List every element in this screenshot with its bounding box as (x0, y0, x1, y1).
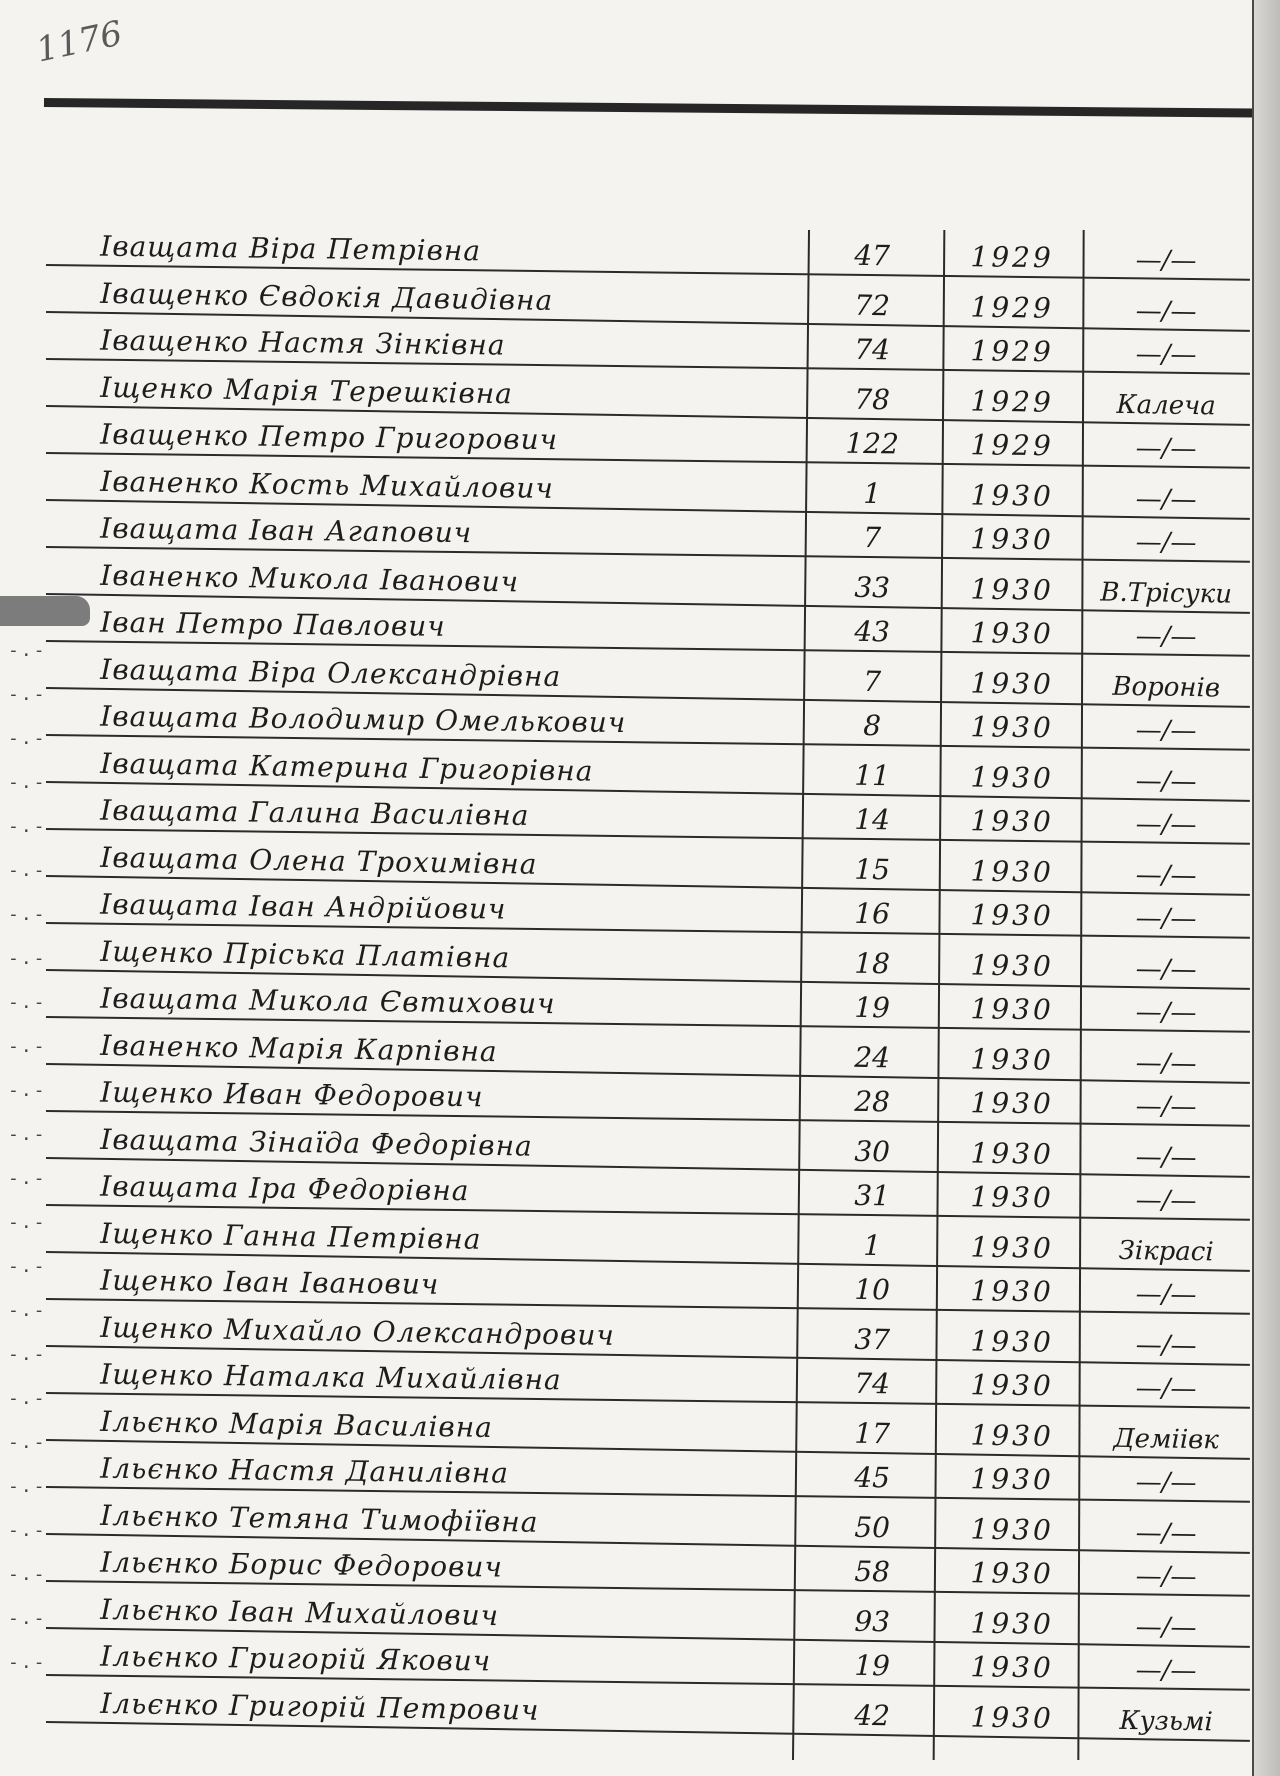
person-name: Ільєнко Настя Данилівна (100, 1451, 510, 1490)
record-year: 1930 (970, 1086, 1055, 1121)
record-year: 1930 (970, 616, 1055, 651)
person-name: Іваненко Микола Іванович (100, 558, 520, 599)
margin-dash: -.- (8, 1080, 47, 1101)
record-year: 1930 (970, 1368, 1055, 1403)
record-number: 37 (854, 1322, 891, 1357)
record-note: —/— (1135, 997, 1197, 1029)
record-note: В.Трісуки (1100, 577, 1233, 610)
record-number: 78 (854, 382, 891, 417)
record-year: 1929 (970, 334, 1055, 369)
record-number: 18 (854, 946, 891, 981)
record-note: —/— (1135, 339, 1197, 371)
record-number: 93 (854, 1604, 891, 1639)
margin-dash: -.- (8, 1168, 47, 1189)
person-name: Іващенко Євдокія Давидівна (100, 276, 554, 317)
record-year: 1930 (970, 992, 1055, 1027)
record-note: —/— (1135, 296, 1197, 328)
person-name: Іващата Галина Василівна (100, 793, 530, 832)
person-name: Ільєнко Борис Федорович (100, 1545, 504, 1584)
record-number: 72 (854, 288, 891, 323)
person-name: Іващата Іван Агапович (100, 511, 473, 550)
record-year: 1930 (970, 1042, 1055, 1077)
person-name: Іщенко Ганна Петрівна (100, 1216, 482, 1256)
margin-dash: -.- (8, 1520, 47, 1541)
record-year: 1930 (970, 572, 1055, 607)
record-year: 1930 (970, 760, 1055, 795)
person-name: Ільєнко Марія Василівна (100, 1404, 494, 1445)
margin-dash: -.- (8, 904, 47, 925)
margin-dash: -.- (8, 1564, 47, 1585)
record-number: 30 (854, 1134, 891, 1169)
margin-dash: -.- (8, 684, 47, 705)
record-number: 74 (854, 1366, 891, 1401)
record-note: —/— (1135, 809, 1197, 841)
record-number: 19 (854, 990, 891, 1025)
record-note: —/— (1135, 1048, 1197, 1080)
record-year: 1930 (970, 1556, 1055, 1591)
record-note: Калеча (1116, 389, 1217, 422)
person-name: Ільєнко Григорій Якович (100, 1639, 492, 1678)
record-note: —/— (1135, 860, 1197, 892)
margin-dash: -.- (8, 772, 47, 793)
margin-dash: -.- (8, 1300, 47, 1321)
margin-dash: -.- (8, 992, 47, 1013)
person-name: Ільєнко Тетяна Тимофіївна (100, 1498, 539, 1539)
record-note: —/— (1135, 1373, 1197, 1405)
record-note: Кузьмі (1119, 1705, 1214, 1738)
record-year: 1930 (970, 1462, 1055, 1497)
person-name: Іващата Іван Андрійович (100, 887, 507, 926)
person-name: Іващата Віра Петрівна (100, 229, 482, 268)
record-note: Зікрасі (1118, 1235, 1214, 1268)
record-note: Деміівк (1113, 1423, 1220, 1456)
person-name: Іващата Іра Федорівна (100, 1169, 470, 1208)
record-number: 7 (863, 664, 882, 699)
record-number: 28 (854, 1084, 891, 1119)
record-number: 8 (863, 708, 882, 743)
record-year: 1930 (970, 1274, 1055, 1309)
record-year: 1930 (970, 478, 1055, 513)
record-year: 1930 (970, 1700, 1055, 1735)
record-year: 1930 (970, 522, 1055, 557)
record-year: 1930 (970, 1418, 1055, 1453)
record-note: —/— (1135, 954, 1197, 986)
person-name: Іваненко Кость Михайлович (100, 464, 555, 505)
person-name: Іщенко Марія Терешківна (100, 370, 514, 411)
record-year: 1929 (970, 240, 1055, 275)
record-note: —/— (1135, 1561, 1197, 1593)
person-name: Іщенко Михайло Олександрович (100, 1310, 616, 1352)
margin-dash: -.- (8, 1652, 47, 1673)
page-number: 1176 (32, 13, 126, 71)
person-name: Іващата Микола Євтихович (100, 981, 556, 1021)
record-year: 1930 (970, 854, 1055, 889)
margin-dash: -.- (8, 1212, 47, 1233)
record-number: 7 (863, 520, 882, 555)
margin-dash: -.- (8, 816, 47, 837)
record-year: 1930 (970, 1606, 1055, 1641)
record-number: 43 (854, 614, 891, 649)
record-number: 17 (854, 1416, 891, 1451)
record-note: —/— (1135, 1185, 1197, 1217)
record-number: 10 (854, 1272, 891, 1307)
record-note: —/— (1135, 621, 1197, 653)
margin-dash: -.- (8, 1344, 47, 1365)
record-year: 1929 (970, 290, 1055, 325)
record-year: 1930 (970, 1650, 1055, 1685)
margin-dash: -.- (8, 948, 47, 969)
margin-dash: -.- (8, 1388, 47, 1409)
record-note: —/— (1135, 527, 1197, 559)
person-name: Іващата Віра Олександрівна (100, 652, 562, 694)
record-note: —/— (1135, 1279, 1197, 1311)
record-year: 1930 (970, 1230, 1055, 1265)
record-note: —/— (1135, 1142, 1197, 1174)
margin-dash: -.- (8, 1608, 47, 1629)
person-name: Іващата Катерина Григорівна (100, 746, 594, 788)
record-note: —/— (1135, 245, 1197, 277)
record-number: 1 (863, 476, 882, 511)
record-note: —/— (1135, 903, 1197, 935)
person-name: Іщенко Пріська Платівна (100, 934, 511, 975)
margin-dash: -.- (8, 1256, 47, 1277)
record-number: 122 (845, 426, 900, 461)
person-name: Іщенко Іван Іванович (100, 1263, 440, 1301)
margin-dash: -.- (8, 1036, 47, 1057)
record-number: 11 (854, 758, 891, 793)
person-name: Ільєнко Іван Михайлович (100, 1592, 500, 1633)
person-name: Іващата Олена Трохимівна (100, 840, 538, 881)
person-name: Іван Петро Павлович (100, 605, 446, 643)
record-year: 1930 (970, 1180, 1055, 1215)
person-name: Іващата Зінаїда Федорівна (100, 1122, 534, 1163)
record-number: 50 (854, 1510, 891, 1545)
record-year: 1930 (970, 666, 1055, 701)
person-name: Іващата Володимир Омелькович (100, 699, 627, 740)
person-name: Іваненко Марія Карпівна (100, 1028, 498, 1069)
record-note: —/— (1135, 1467, 1197, 1499)
person-name: Іващенко Настя Зінківна (100, 323, 506, 362)
record-year: 1930 (970, 804, 1055, 839)
record-note: —/— (1135, 766, 1197, 798)
margin-dash: -.- (8, 640, 47, 661)
record-year: 1930 (970, 1136, 1055, 1171)
person-name: Ільєнко Григорій Петрович (100, 1686, 540, 1727)
record-number: 16 (854, 896, 891, 931)
record-year: 1930 (970, 1324, 1055, 1359)
record-year: 1930 (970, 898, 1055, 933)
record-year: 1929 (970, 384, 1055, 419)
record-year: 1929 (970, 428, 1055, 463)
record-number: 45 (854, 1460, 891, 1495)
record-year: 1930 (970, 1512, 1055, 1547)
record-note: —/— (1135, 715, 1197, 747)
record-number: 33 (854, 570, 891, 605)
record-number: 47 (854, 238, 891, 273)
record-note: —/— (1135, 1655, 1197, 1687)
record-number: 1 (863, 1228, 882, 1263)
record-year: 1930 (970, 948, 1055, 983)
record-number: 42 (854, 1698, 891, 1733)
record-note: —/— (1135, 1612, 1197, 1644)
record-note: —/— (1135, 484, 1197, 516)
record-number: 31 (854, 1178, 891, 1213)
margin-dash: -.- (8, 1476, 47, 1497)
margin-dash: -.- (8, 1432, 47, 1453)
record-year: 1930 (970, 710, 1055, 745)
record-number: 58 (854, 1554, 891, 1589)
record-note: Воронів (1112, 671, 1221, 704)
margin-dash: -.- (8, 1124, 47, 1145)
record-number: 15 (854, 852, 891, 887)
person-name: Іщенко Наталка Михайлівна (100, 1357, 562, 1397)
record-number: 14 (854, 802, 891, 837)
person-name: Іващенко Петро Григорович (100, 417, 559, 457)
record-number: 74 (854, 332, 891, 367)
margin-dash: -.- (8, 860, 47, 881)
record-note: —/— (1135, 1330, 1197, 1362)
margin-dash: -.- (8, 728, 47, 749)
record-note: —/— (1135, 1091, 1197, 1123)
record-note: —/— (1135, 1518, 1197, 1550)
record-number: 24 (854, 1040, 891, 1075)
person-name: Іщенко Иван Федорович (100, 1075, 484, 1114)
record-number: 19 (854, 1648, 891, 1683)
record-note: —/— (1135, 433, 1197, 465)
